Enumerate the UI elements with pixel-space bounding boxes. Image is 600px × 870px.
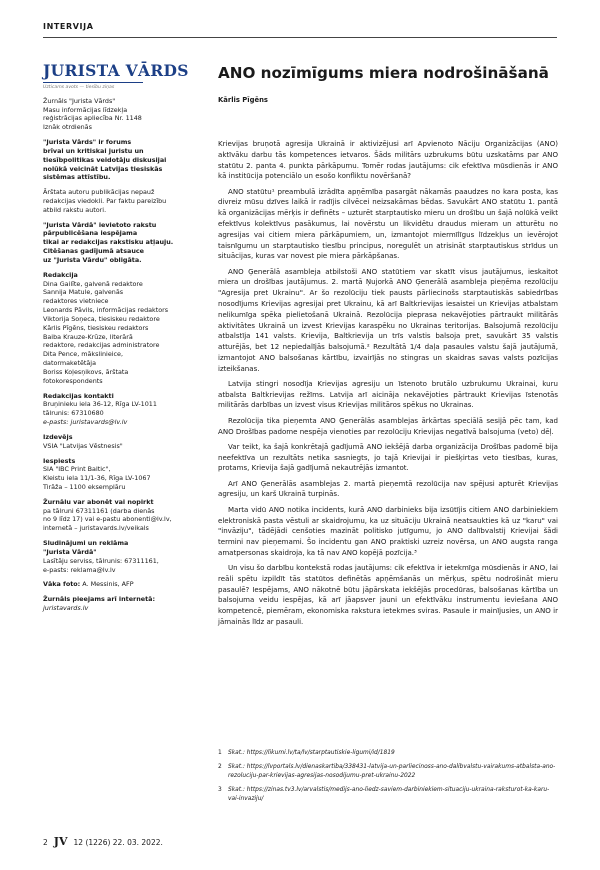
subscribe-line: pa tālruni 67311161 (darba dienās bbox=[43, 506, 155, 515]
subscribe-heading: Žurnālu var abonēt vai nopirkt bbox=[43, 497, 154, 506]
staff-line: Kārlis Pīgēns, tiesiskeu redaktors bbox=[43, 323, 149, 332]
page-number: 2 bbox=[43, 838, 48, 847]
footnote bbox=[218, 763, 558, 780]
staff-line: Viktorija Soņeca, tiesiskeu redaktore bbox=[43, 314, 160, 323]
disclaimer-line: redakcijas viedokli. Par faktu pareizību bbox=[43, 196, 167, 205]
staff-line: datormaketētāja bbox=[43, 359, 96, 368]
article-title: ANO nozīmīgums miera nodrošināšanā bbox=[218, 64, 549, 82]
masthead-sidebar bbox=[43, 60, 203, 619]
cover-photo-author: A. Messinis, AFP bbox=[82, 580, 134, 589]
contacts-line: tālrunis: 67310680 bbox=[43, 409, 104, 418]
publisher-heading: Izdevējs bbox=[43, 432, 73, 441]
printer-line: Kleistu iela 11/1-36, Rīga LV-1067 bbox=[43, 474, 151, 483]
footnote-link[interactable]: Skat.: https://lvportals.lv/dienaskartiba/338431-latvija-un-parliecinoss-ano-dalibvalstu-vairakums-atbalsta-ano-rezoluciju-par-krievijas-agresijas-nosodijumu-pret-ukrainu-2022 bbox=[228, 764, 556, 779]
staff-line: Dita Pence, mākslinieice, bbox=[43, 350, 123, 359]
issue-info: 12 (1226) 22. 03. 2022. bbox=[73, 838, 163, 847]
article-paragraph: Krievijas bruņotā agresija Ukrainā ir aktivizējusi arī Apvienoto Nāciju Organizācijas (ANO) aktīvāku darbu tās kompetences ietvaros. Šāds militārs uzbrukums būtu uzskatāms par ANO statūtu 2. panta 4. punkta pārkāpumu. Tomēr rodas jautājums: cik efektīva mūsdienās ir ANO kā institūcija potenciālo un esošo konfliktu novēršanā? bbox=[218, 139, 558, 181]
footnote-link[interactable]: Skat.: https://likumi.lv/ta/lv/starptautiskie-ligumi/id/1819 bbox=[228, 750, 395, 756]
online-url: juristavards.lv bbox=[43, 604, 89, 613]
printer bbox=[43, 457, 203, 492]
staff-line: Leonards Pāvils, informācijas redaktors bbox=[43, 306, 169, 315]
mission-statement bbox=[43, 138, 203, 182]
printer-heading: Iespiests bbox=[43, 456, 76, 465]
article-paragraph: Un visu šo darbību kontekstā rodas jautājums: cik efektīva ir ietekmīga mūsdienās ir ANO, lai reāli spētu izpildīt tās statūtos definētās apņēmšanās un mērķus, spētu nodrošināt mieru pasaulē? Iespējams, ANO nākotnē būtu jāpārskata iekšējās procedūras, balsošanas kārtība un balsojuma veidu iespējas, kā arī jāapsver jauni un efektīvāku instrumentu ieviešana ANO kompetencē, piemēram, ekonomiska rakstura ietekmes sviras. Pasaule ir mainījusies, un ANO ir jāmainās līdz ar pasauli. bbox=[218, 563, 558, 627]
advertising-info bbox=[43, 539, 203, 574]
ads-line: Lasītāju serviss, tālrunis: 67311161, bbox=[43, 556, 159, 565]
editorial-heading: Redakcija bbox=[43, 270, 78, 279]
footnote bbox=[218, 749, 558, 757]
journal-logo: JURISTA VĀRDS bbox=[43, 61, 189, 80]
article-paragraph: Rezolūcija tika pieņemta ANO Ģenerālās asamblejas ārkārtas speciālā sesijā pēc tam, kad ANO Drošības padome nespēja vienoties par rezolūciju Krievijas negatīvā balsojuma (veto) dēļ. bbox=[218, 415, 558, 436]
subscribe-line: no 9 līdz 17) vai e-pastu abonenti@lv.lv, bbox=[43, 515, 172, 524]
ads-subheading: "Jurista Vārdā" bbox=[43, 547, 97, 556]
ads-line: e-pasts: reklama@lv.lv bbox=[43, 565, 116, 574]
printer-line: Tirāža – 1100 eksemplāru bbox=[43, 483, 126, 491]
contacts-line: Bruņinieku iela 36-12, Rīga LV-1011 bbox=[43, 400, 157, 409]
editorial-staff bbox=[43, 271, 203, 386]
disclaimer bbox=[43, 188, 203, 214]
mission-line: sistēmas attīstību. bbox=[43, 173, 111, 182]
article-paragraph: Latvija stingri nosodīja Krievijas agresiju un īstenoto brutālo uzbrukumu Ukrainai, kuru atbalsta Baltkrievijas režīms. Latvija arī aicināja nekavējoties pārtraukt Krievijas īstenotās militārās darbības un izvest visus Krievijas militāros spēkus no Ukrainas. bbox=[218, 378, 558, 410]
staff-line: redaktore, redakcijas administratore bbox=[43, 341, 160, 350]
cover-photo-credit bbox=[43, 580, 203, 589]
page-footer bbox=[43, 835, 163, 848]
footnote-link[interactable]: Skat.: https://zinas.tv3.lv/arvalstis/medijs-ano-liedz-saviem-darbiniekiem-situaciju-ukraina-raksturot-ka-karu-vai-invaziju/ bbox=[228, 787, 550, 802]
article-paragraph: Arī ANO Ģenerālās asamblejas 2. martā pieņemtā rezolūcija nav spējusi apturēt Krievijas agresiju, un karš Ukrainā turpinās. bbox=[218, 478, 558, 499]
footnote-number: 2 bbox=[218, 764, 222, 771]
copyright-line: tikai ar redakcijas rakstisku atļauju. bbox=[43, 238, 174, 247]
contacts-heading: Redakcijas kontakti bbox=[43, 391, 114, 400]
copyright-line: "Jurista Vārdā" ievietoto rakstu bbox=[43, 220, 157, 229]
journal-mark: JV bbox=[53, 835, 68, 848]
article-body bbox=[218, 139, 558, 632]
copyright-line: uz "Jurista Vārdu" obligāta. bbox=[43, 255, 142, 264]
mission-line: "Jurista Vārds" ir forums bbox=[43, 138, 132, 147]
disclaimer-line: Ārštata autoru publikācijas nepauž bbox=[43, 188, 155, 197]
registration-line: Masu informācijas līdzekļa bbox=[43, 105, 128, 114]
footnote-number: 1 bbox=[218, 750, 222, 756]
ads-heading: Sludinājumi un reklāma bbox=[43, 539, 129, 548]
staff-line: Boriss Koļesņikovs, ārštata bbox=[43, 367, 129, 376]
article-author: Kārlis Pīgēns bbox=[218, 96, 268, 104]
mission-line: tiesībpolitikas veidotāju diskusijai bbox=[43, 155, 167, 164]
article-paragraph: ANO statūtu¹ preambulā izrādīta apņēmība pasargāt nākamās paaudzes no kara posta, kas divreiz mūsu dzīves laikā ir radījis cilvēcei neizsakāmas bēdas. Savukārt ANO statūtu 1. pantā kā organizācijas mērķis ir definēts – uzturēt starptautisko mieru un drošību un šajā nolūkā veikt efektīvus kolektīvus pasākumus, lai novērstu un likvidētu draudus mieram un atturētu no agresijas vai citiem miera pārkāpumiem, un, izmantojot miermīlīgus līdzekļus un ievērojot taisnīgumu un starptautisko tiesību principus, noregulēt un atrisināt starptautiskus strīdus un situācijas, kuras var novest pie miera pārkāpšanas. bbox=[218, 186, 558, 261]
registration-info bbox=[43, 97, 203, 132]
mission-line: brīvai un kritiskai juristu un bbox=[43, 146, 144, 155]
article-header bbox=[218, 64, 558, 104]
contacts-email: e-pasts: juristavards@lv.lv bbox=[43, 418, 128, 427]
staff-line: fotokorespondents bbox=[43, 376, 103, 385]
subscription-info bbox=[43, 498, 203, 533]
header-rule bbox=[43, 37, 557, 38]
section-label: INTERVIJA bbox=[43, 22, 94, 31]
disclaimer-line: atbild rakstu autori. bbox=[43, 205, 107, 214]
cover-photo-label: Vāka foto: bbox=[43, 580, 81, 589]
staff-line: redaktores vietniece bbox=[43, 297, 109, 306]
article-paragraph: ANO Ģenerālā asambleja atbilstoši ANO statūtiem var skatīt visus jautājumus, ieskaitot miera un drošības jautājumus. 2. martā Ņujorkā ANO Ģenerālā asambleja pieņēma rezolūciju "Agresija pret Ukrainu". Ar šo rezolūciju tiek pausts pārliecinošs starptautiskās sabiedrības nosodījums Krievijas agresijai pret Ukrainu, kā arī Baltkrievijas iesaistei un Krievijas atbalstam nelikumīga spēka pielietošanā Ukrainā. Rezolūcija pieprasa nekavējoties pārtraukt militārās aktivitātes Ukrainā un izvest Krievijas karaspēku no Ukrainas teritorijas. Balsojumā rezolūciju atbalstīja 141 valsts. Krievija, Baltkrievija un trīs valstis balsoja pret, savukārt 35 valstis atturējās, bet 12 nepiedalījās balsojumā.² Rezultātā 1/4 daļa pasaules valstu šajā jautājumā, izmantojot ANO balsošanas kārtību, izvairījās no stingras un skaidras savas valsts pozīcijas izteikšanas. bbox=[218, 266, 558, 373]
article-paragraph: Marta vidū ANO notika incidents, kurā ANO darbinieks bija izsūtījis citiem ANO darbiniekiem elektroniskā pasta vēstuli ar skaidrojumu, ka uz situāciju Ukrainā neatsaukties kā uz "karu" vai "invāziju", tādējādi cenšoties mazināt politisko jutīgumu, jo ANO dalībvalstij Krievijai šādi termini nav pieņemami. Šo incidentu gan ANO praktiski uzreiz novērsa, un ANO augsta ranga amatpersonas skaidroja, ka tā nav ANO kopējā pozīcija.³ bbox=[218, 504, 558, 557]
online-heading: Žurnāls pieejams arī internetā: bbox=[43, 595, 156, 604]
copyright-line: pārpublicēšana iespējama bbox=[43, 229, 138, 238]
logo-underline bbox=[43, 82, 143, 83]
registration-line: Žurnāls "Jurista Vārds" bbox=[43, 96, 116, 105]
copyright-notice bbox=[43, 221, 203, 265]
staff-line: Sannija Matule, galvenās bbox=[43, 288, 124, 297]
footnote-number: 3 bbox=[218, 787, 222, 794]
mission-line: nolūkā veicināt Latvijas tiesiskās bbox=[43, 164, 163, 173]
copyright-line: Citēšanas gadījumā atsauce bbox=[43, 247, 145, 256]
logo-tagline: Uzticams avots — tiesību ziņas bbox=[43, 85, 115, 91]
online-info bbox=[43, 595, 203, 613]
printer-line: SIA "IBC Print Baltic", bbox=[43, 465, 111, 474]
staff-line: Dina Gailīte, galvenā redaktore bbox=[43, 279, 143, 288]
registration-line: reģistrācijas apliecība Nr. 1148 bbox=[43, 114, 142, 123]
footnote bbox=[218, 786, 558, 803]
footnotes bbox=[218, 749, 558, 809]
contacts bbox=[43, 392, 203, 427]
subscribe-line: internetā – juristavards.lv/veikals bbox=[43, 524, 149, 533]
article-paragraph: Var teikt, ka šajā konkrētajā gadījumā ANO iekšējā darba organizācija Drošības padomē bija neefektīva un rezultāts netika sasniegts, jo tajā Krievijai ir piešķirtas veto tiesības, kuras, protams, Krievija šajā gadījumā nekautrējās izmantot. bbox=[218, 441, 558, 473]
staff-line: Baiba Krauze-Krūze, literārā bbox=[43, 332, 133, 341]
registration-line: Iznāk otrdienās bbox=[43, 123, 92, 132]
publisher bbox=[43, 433, 203, 451]
publisher-name: VSIA "Latvijas Vēstnesis" bbox=[43, 441, 123, 450]
